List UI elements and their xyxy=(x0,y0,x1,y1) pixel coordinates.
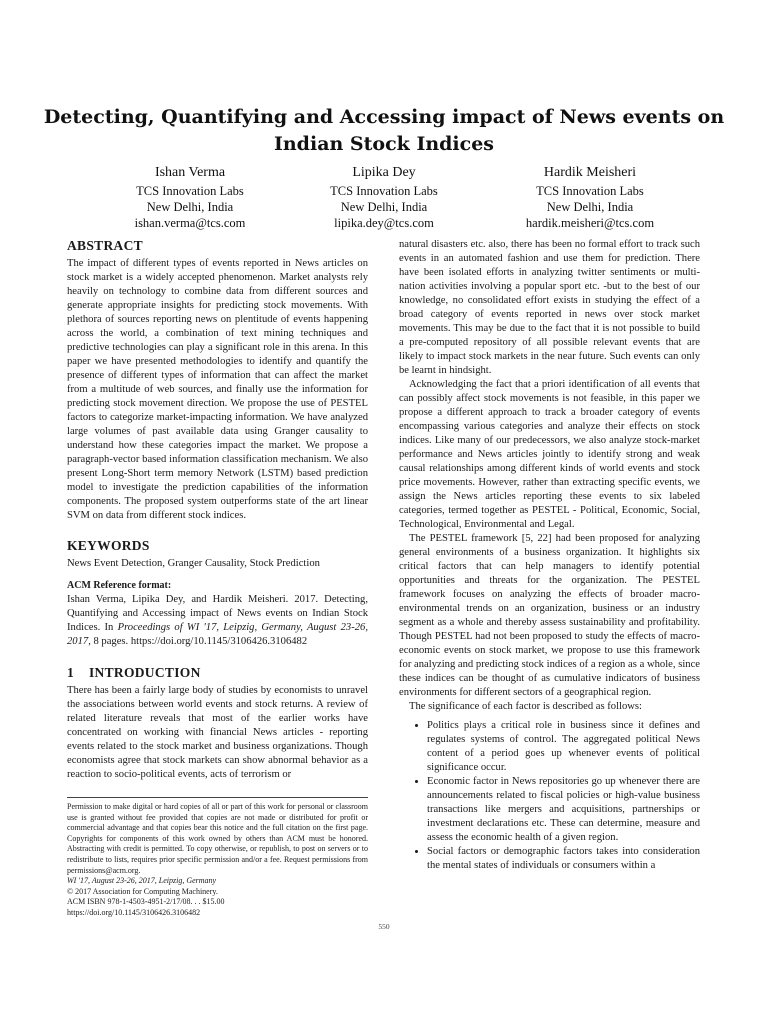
right-column xyxy=(399,238,700,873)
abstract-text: The impact of different types of events reported in News articles on stock market is a widely accepted phenomenon. Market analysts rely heavily on technology to combine data from different sources and generate appropriate insights for predicting stock movements. With plethora of sources reporting news on plentitude of events happening across the world, a combination of text mining techniques and predictive technologies can play a significant role in this arena. In this paper we have presented methodologies to identify and quantify the presence of different types of information that can affect the market from a multitude of web sources, and finally use the information for predicting stock movement direction. We propose the use of PESTEL factors to categorize market-impacting information. We have analyzed large volumes of past available data using Granger causality to understand how these categories impact the market. We propose a paragraph-vector based information classification mechanism. We also present Long-Short term memory Network (LSTM) based prediction model to investigate the prediction capabilities of the information components. The proposed system outperforms state of the art linear SVM on data from different stock indices. xyxy=(67,258,368,521)
author-email: ishan.verma@tcs.com xyxy=(134,216,246,230)
acm-reference-heading: ACM Reference format: xyxy=(67,580,172,591)
list-item: • Social factors or demographic factors takes into consideration the mental states of individuals or consumers within a xyxy=(427,845,700,873)
acm-reference-doi[interactable]: https://doi.org/10.1145/3106426.3106482 xyxy=(130,636,308,647)
abstract-heading: ABSTRACT xyxy=(67,238,143,253)
paragraph: The PESTEL framework [5, 22] had been proposed for analyzing general environments of a business organization. It highlights six critical factors that can help managers to identify potential opportunities and threats for the organization. The PESTEL framework focuses on analyzing the effects of broader macro-environmental trends on an organization, business or an industry segment as a whole and thereby assess sustainability and profitability. Though PESTEL had not been proposed to study the effects of macro-economic events on stock market, we propose to use this framework for analyzing and predicting stock indices of a region as a whole, since these indices can be thought of as cumulative indicators of business environments for different sectors of a geographical region. xyxy=(399,533,700,698)
author-2 xyxy=(284,164,484,231)
author-location: New Delhi, India xyxy=(546,200,634,214)
page-number: 550 xyxy=(378,922,390,931)
acm-reference-text: Ishan Verma, Lipika Dey, and Hardik Meisheri. 2017. Detecting, Quantifying and Accessing impact of News events on Indian Stock Indices. In Proceedings of WI '17, Leipzig, Germany, August 23-26, 2017, 8 pages. https://doi.org/10.1145/3106426.3106482 xyxy=(67,594,368,647)
introduction-text: There has been a fairly large body of studies by economists to unravel the associations between world events and stock returns. A review of related literature reveals that most of the earlier works have concentrated on working with financial News articles - reporting events related to the stock market and business organizations. Though economists agree that stock markets can show abnormal behavior as a reaction to socio-political events, acts of terrorism or xyxy=(67,685,368,780)
author-email: lipika.dey@tcs.com xyxy=(334,216,434,230)
author-name: Lipika Dey xyxy=(352,165,416,180)
author-affiliation: TCS Innovation Labs xyxy=(136,184,244,198)
author-1 xyxy=(90,164,290,231)
list-item: • Politics plays a critical role in business since it defines and regulates systems of control. The aggregated political News content of a period goes up whenever events of political significance occur. xyxy=(427,719,700,775)
author-name: Ishan Verma xyxy=(154,165,226,180)
introduction-heading: 1 INTRODUCTION xyxy=(67,665,201,680)
paragraph: The significance of each factor is described as follows: xyxy=(409,701,642,712)
paragraph: natural disasters etc. also, there has been no formal effort to track such events in an automated fashion and use them for prediction. There have been isolated efforts in analyzing twitter sentiments or multi-nation activities involving a popular sport etc. -but to the best of our knowledge, no consolidated effort exists in studying the effect of a broad category of events reported in news over stock market movements. This may be due to the fact that it is not possible to build a pre-computed repository of all possible relevant events that are likely to impact stock markets in the near future. Such events can only be learnt in hindsight. xyxy=(399,239,700,376)
isbn-line: ACM ISBN 978-1-4503-4951-2/17/08. . . $15.00 xyxy=(67,897,225,907)
footnote-doi[interactable]: https://doi.org/10.1145/3106426.3106482 xyxy=(67,907,201,917)
acm-reference-venue: Proceedings of WI '17, Leipzig, Germany, August 23-26, 2017 xyxy=(67,622,368,647)
pestel-list xyxy=(399,719,700,873)
keywords-text: News Event Detection, Granger Causality, Stock Prediction xyxy=(67,558,320,569)
author-3 xyxy=(490,164,690,231)
permission-notice: Permission to make digital or hard copies of all or part of this work for personal or classroom use is granted without fee provided that copies are not made or distributed for profit or commercial advantage and that copies bear this notice and the full citation on the first page. Copyrights for components of this work owned by others than ACM must be honored. Abstracting with credit is permitted. To copy otherwise, or republish, to post on servers or to redistribute to lists, requires prior specific permission and/or a fee. Request permissions from permissions@acm.org. xyxy=(67,802,368,875)
author-location: New Delhi, India xyxy=(146,200,234,214)
author-affiliation: TCS Innovation Labs xyxy=(330,184,438,198)
list-item: • Economic factor in News repositories go up whenever there are announcements related to fiscal policies or high-value business transactions like mergers and acquisitions, partnerships or investment declarations etc. These can determine, measure and assess the economic health of a given region. xyxy=(427,775,700,845)
author-name: Hardik Meisheri xyxy=(543,165,637,180)
paper-title: Detecting, Quantifying and Accessing impact of News events on Indian Stock Indices xyxy=(43,106,725,155)
section-number: 1 xyxy=(67,665,75,680)
author-email: hardik.meisheri@tcs.com xyxy=(525,216,655,230)
copyright-line: © 2017 Association for Computing Machinery. xyxy=(67,886,218,896)
conference-info: WI '17, August 23-26, 2017, Leipzig, Germany xyxy=(67,876,217,886)
author-affiliation: TCS Innovation Labs xyxy=(536,184,644,198)
left-column xyxy=(67,237,368,782)
keywords-heading: KEYWORDS xyxy=(67,538,150,553)
author-location: New Delhi, India xyxy=(340,200,428,214)
copyright-footnote xyxy=(67,797,368,919)
paragraph: Acknowledging the fact that a priori identification of all events that can possibly affect stock movements is not feasible, in this paper we propose a different approach to track a broader category of events encompassing various categories and analyze their effects on stock indices. Like many of our predecessors, we also analyze stock-market performance and News articles jointly to identify strong and weak causal relationships among different kinds of world events and stock price movements. However, rather than extracting specific events, we assign the News articles reporting these events to six labeled categories, termed together as PESTEL - Political, Economic, Social, Technological, Environmental and Legal. xyxy=(399,379,700,530)
